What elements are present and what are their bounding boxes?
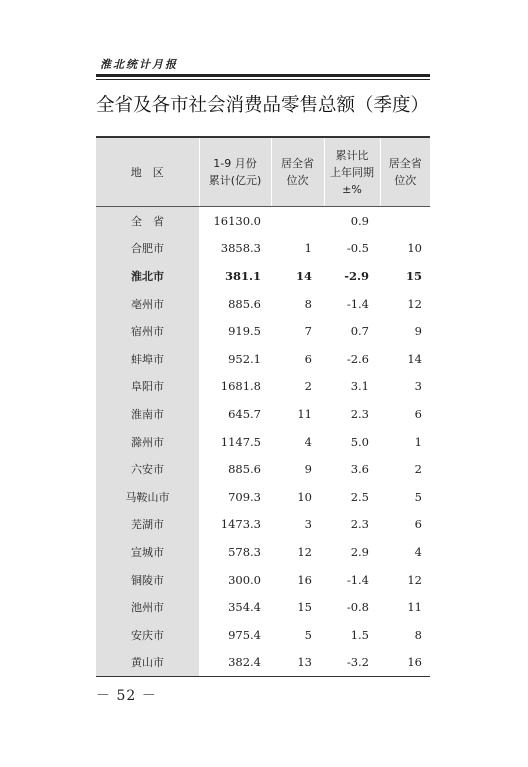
yoy-rank-cell: 12 [407, 572, 422, 587]
region-cell: 亳州市 [96, 290, 199, 318]
yoy-change-cell: 3.1 [350, 379, 369, 394]
region-cell: 黄山市 [96, 649, 199, 677]
amount-rank-cell: 12 [297, 544, 312, 559]
amount-cell: 952.1 [228, 351, 261, 366]
amount-rank-cell: 5 [304, 627, 312, 642]
amount-cell: 975.4 [228, 627, 261, 642]
amount-cell: 3858.3 [220, 241, 261, 256]
amount-cell: 382.4 [228, 655, 261, 670]
yoy-rank-cell: 4 [414, 544, 422, 559]
yoy-change-cell: 1.5 [350, 627, 369, 642]
amount-rank-cell: 4 [304, 434, 312, 449]
yoy-change-cell: 5.0 [350, 434, 369, 449]
yoy-rank-cell: 15 [405, 268, 422, 283]
yoy-change-cell: 2.3 [350, 406, 369, 421]
amount-rank-cell: 7 [304, 324, 312, 339]
yoy-rank-cell: 16 [407, 655, 422, 670]
amount-cell: 1681.8 [220, 379, 261, 394]
amount-cell: 885.6 [228, 462, 261, 477]
amount-rank-cell: 16 [297, 572, 312, 587]
amount-rank-cell: 3 [304, 517, 312, 532]
region-cell: 淮北市 [96, 262, 199, 290]
region-cell: 宿州市 [96, 317, 199, 345]
amount-cell: 16130.0 [213, 213, 261, 228]
yoy-change-cell: 3.6 [350, 462, 369, 477]
table-row [96, 317, 430, 345]
region-cell: 滁州市 [96, 428, 199, 456]
yoy-rank-cell: 1 [414, 434, 422, 449]
running-header: 淮北统计月报 [100, 58, 178, 71]
yoy-change-cell: -2.6 [346, 351, 369, 366]
region-cell: 安庆市 [96, 621, 199, 649]
table-row [96, 455, 430, 483]
table-row [96, 483, 430, 511]
region-cell: 蚌埠市 [96, 345, 199, 373]
table-row [96, 566, 430, 594]
header-rule-thin [96, 79, 430, 80]
yoy-change-cell: 2.9 [350, 544, 369, 559]
region-cell: 池州市 [96, 593, 199, 621]
yoy-change-cell: 0.9 [350, 213, 369, 228]
amount-rank-cell: 13 [297, 655, 312, 670]
column-header-yoy-change: 累计比 上年同期 ±% [324, 138, 380, 207]
region-cell: 芜湖市 [96, 511, 199, 539]
region-cell: 宣城市 [96, 538, 199, 566]
amount-rank-cell: 11 [297, 406, 312, 421]
yoy-rank-cell: 5 [414, 489, 422, 504]
retail-sales-table [96, 138, 430, 676]
yoy-change-cell: -0.5 [346, 241, 369, 256]
amount-cell: 1473.3 [220, 517, 261, 532]
yoy-rank-cell: 10 [407, 241, 422, 256]
yoy-change-cell: -0.8 [346, 600, 369, 615]
column-header-rank-amount: 居全省 位次 [271, 138, 324, 207]
yoy-change-cell: -1.4 [346, 296, 369, 311]
column-header-cumulative-amount: 1-9 月份 累计(亿元) [199, 138, 271, 207]
column-header-region: 地 区 [96, 138, 199, 207]
region-cell: 淮南市 [96, 400, 199, 428]
amount-cell: 919.5 [228, 324, 261, 339]
region-cell: 铜陵市 [96, 566, 199, 594]
table-row [96, 373, 430, 401]
yoy-rank-cell: 11 [407, 600, 422, 615]
table-row [96, 345, 430, 373]
yoy-change-cell: -3.2 [346, 655, 369, 670]
yoy-rank-cell: 6 [414, 517, 422, 532]
yoy-change-cell: 2.5 [350, 489, 369, 504]
amount-cell: 300.0 [228, 572, 261, 587]
amount-rank-cell: 2 [304, 379, 312, 394]
table-row [96, 290, 430, 318]
amount-rank-cell: 15 [297, 600, 312, 615]
amount-rank-cell: 1 [304, 241, 312, 256]
yoy-rank-cell: 14 [407, 351, 422, 366]
amount-cell: 1147.5 [220, 434, 261, 449]
amount-cell: 381.1 [224, 268, 261, 283]
table-row [96, 511, 430, 539]
yoy-change-cell: -1.4 [346, 572, 369, 587]
amount-cell: 645.7 [228, 406, 261, 421]
yoy-rank-cell [380, 207, 430, 235]
page-title: 全省及各市社会消费品零售总额（季度） [96, 95, 430, 116]
region-cell: 合肥市 [96, 235, 199, 263]
table-row [96, 207, 430, 235]
yoy-change-cell: -2.9 [344, 268, 369, 283]
yoy-rank-cell: 8 [414, 627, 422, 642]
amount-rank-cell: 14 [295, 268, 312, 283]
amount-cell: 885.6 [228, 296, 261, 311]
yoy-rank-cell: 9 [414, 324, 422, 339]
amount-rank-cell: 9 [304, 462, 312, 477]
yoy-rank-cell: 2 [414, 462, 422, 477]
data-table-container [96, 136, 430, 677]
region-cell: 六安市 [96, 455, 199, 483]
amount-cell: 578.3 [228, 544, 261, 559]
table-row [96, 538, 430, 566]
amount-cell: 709.3 [228, 489, 261, 504]
yoy-change-cell: 2.3 [350, 517, 369, 532]
table-row [96, 621, 430, 649]
table-body [96, 207, 430, 677]
yoy-rank-cell: 3 [414, 379, 422, 394]
yoy-change-cell: 0.7 [350, 324, 369, 339]
table-row [96, 262, 430, 290]
table-row [96, 428, 430, 456]
table-bottom-rule [96, 676, 430, 677]
amount-rank-cell: 6 [304, 351, 312, 366]
region-cell: 马鞍山市 [96, 483, 199, 511]
header-rule-thick [96, 74, 430, 77]
region-cell: 阜阳市 [96, 373, 199, 401]
table-row [96, 235, 430, 263]
amount-rank-cell: 8 [304, 296, 312, 311]
yoy-rank-cell: 6 [414, 406, 422, 421]
yoy-rank-cell: 12 [407, 296, 422, 311]
table-row [96, 593, 430, 621]
table-row [96, 400, 430, 428]
table-row [96, 649, 430, 677]
amount-rank-cell: 10 [297, 489, 312, 504]
page-number: － 52 － [96, 688, 157, 704]
table-header-row [96, 138, 430, 207]
amount-cell: 354.4 [228, 600, 261, 615]
column-header-rank-yoy: 居全省 位次 [380, 138, 430, 207]
region-cell: 全 省 [96, 207, 199, 235]
amount-rank-cell [271, 207, 324, 235]
